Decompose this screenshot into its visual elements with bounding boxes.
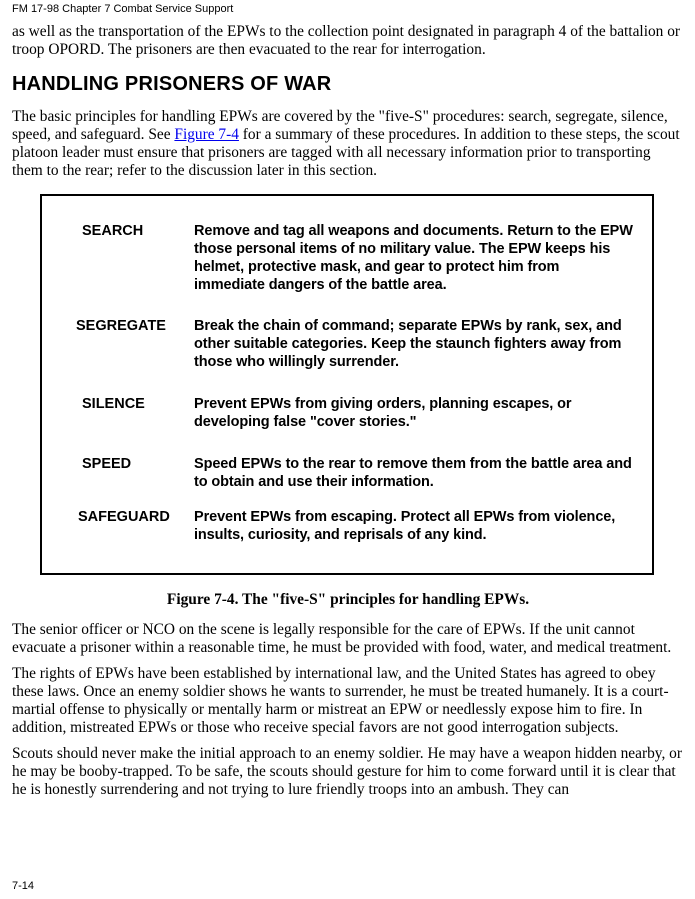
section-heading: HANDLING PRISONERS OF WAR bbox=[12, 73, 332, 95]
figure-caption: Figure 7-4. The "five-S" principles for handling EPWs. bbox=[166, 591, 530, 608]
term-definition: Break the chain of command; separate EPWs by rank, sex, and other suitable categories. Keep the staunch fighters away from those who willingly surrender. bbox=[194, 318, 622, 370]
page-number: 7-14 bbox=[12, 880, 35, 892]
term-label: SEGREGATE bbox=[76, 318, 166, 334]
term-label: SILENCE bbox=[82, 396, 145, 412]
term-label: SAFEGUARD bbox=[78, 509, 170, 525]
five-s-figure bbox=[40, 194, 654, 575]
term-definition: Remove and tag all weapons and documents. Return to the EPW those personal items of no military value. The EPW keeps his helmet, protective mask, and gear to protect him from immediate dangers of the battle area. bbox=[194, 223, 633, 293]
term-label: SPEED bbox=[82, 456, 132, 472]
term-definition: Prevent EPWs from giving orders, planning escapes, or developing false "cover stories." bbox=[194, 396, 572, 430]
term-definition: Prevent EPWs from escaping. Protect all EPWs from violence, insults, curiosity, and reprisals of any kind. bbox=[194, 509, 616, 543]
paragraph-text: The basic principles for handling EPWs are covered by the "five-S" procedures: search, segregate, silence, speed, and safeguard. See bbox=[12, 108, 668, 143]
document-body bbox=[12, 23, 684, 807]
term-label: SEARCH bbox=[82, 223, 144, 239]
page-header: FM 17-98 Chapter 7 Combat Service Support bbox=[12, 3, 234, 15]
five-s-paragraph bbox=[12, 108, 684, 180]
figure-7-4-link[interactable]: Figure 7-4 bbox=[174, 126, 239, 143]
intro-paragraph: as well as the transportation of the EPWs to the collection point designated in paragraph 4 of the battalion or troop OPORD. The prisoners are then evacuated to the rear for interrogation. bbox=[12, 23, 681, 58]
term-definition: Speed EPWs to the rear to remove them from the battle area and to obtain and use their information. bbox=[194, 456, 632, 490]
responsibility-paragraph: The senior officer or NCO on the scene is legally responsible for the care of EPWs. If the unit cannot evacuate a prisoner within a reasonable time, he must be provided with food, water, and medical treatment. bbox=[12, 621, 672, 656]
approach-paragraph: Scouts should never make the initial approach to an enemy soldier. He may have a weapon hidden nearby, or he may be booby-trapped. To be safe, the scouts should gesture for him to come forward until it is clear that he is honestly surrendering and not trying to lure friendly troops into an ambush. They can bbox=[12, 745, 682, 798]
paragraph-text: for a summary of these procedures. In addition to these steps, the scout platoon leader must ensure that prisoners are tagged with all necessary information prior to transporting them to the rear; refer to the discussion later in this section. bbox=[12, 126, 680, 179]
rights-paragraph: The rights of EPWs have been established by international law, and the United States has agreed to obey these laws. Once an enemy soldier shows he wants to surrender, he must be treated humanely. It is a court-martial offense to physically or mentally harm or mistreat an EPW or needlessly expose him to fire. In addition, mistreated EPWs or those who receive special favors are not good interrogation subjects. bbox=[12, 665, 669, 736]
